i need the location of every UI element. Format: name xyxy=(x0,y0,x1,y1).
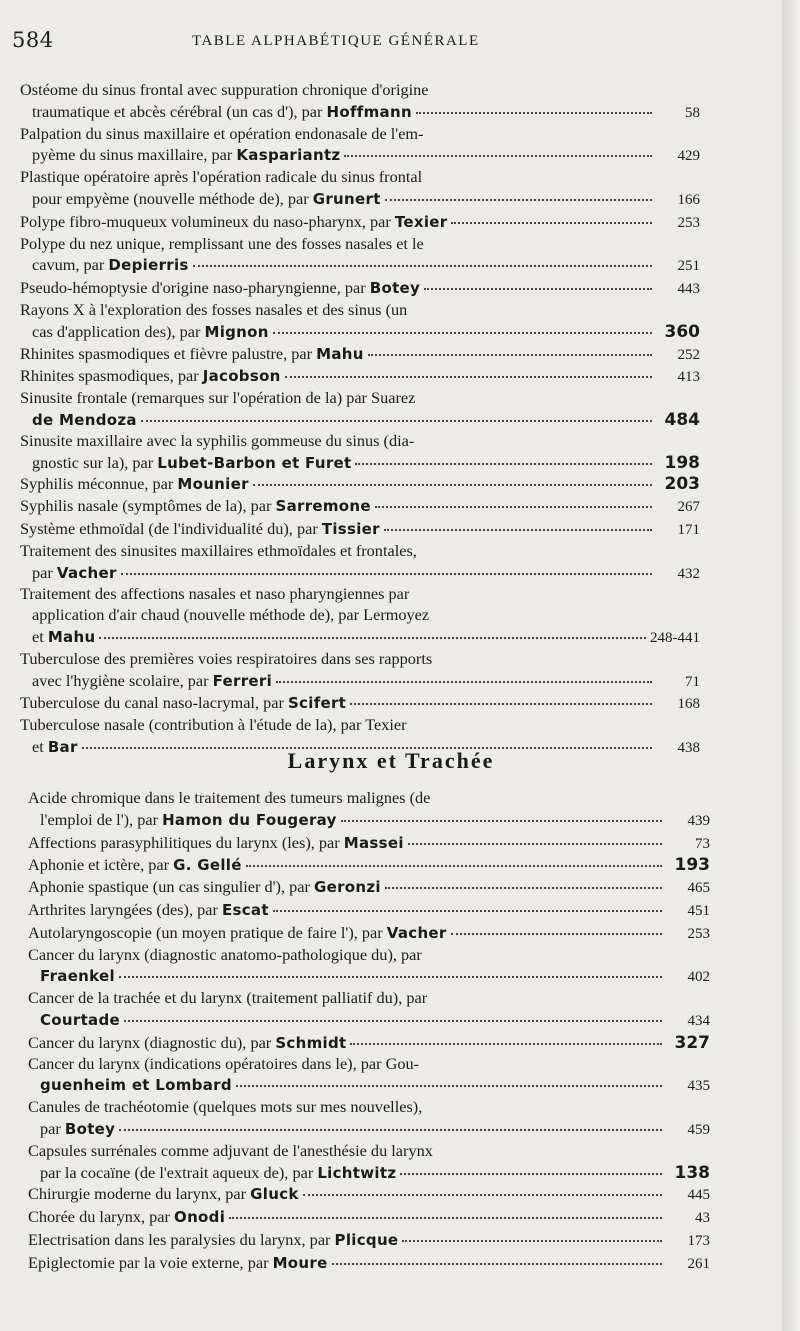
index-entry xyxy=(28,922,710,945)
entry-page-number: 413 xyxy=(677,369,700,386)
dot-leader xyxy=(350,1029,662,1045)
entry-page-number: 173 xyxy=(687,1232,710,1249)
entry-text: Chirurgie moderne du larynx, par xyxy=(28,1184,251,1204)
entry-text: et xyxy=(32,736,48,756)
entry-author: Massei xyxy=(343,833,404,852)
entry-text: cavum, par xyxy=(32,255,109,275)
entry-page-number: 267 xyxy=(677,499,700,516)
entry-page-number: 252 xyxy=(677,346,700,363)
entry-page-number: 451 xyxy=(687,902,710,919)
index-entry xyxy=(28,1141,710,1184)
dot-leader xyxy=(119,1115,662,1131)
entry-line xyxy=(20,692,700,715)
dot-leader xyxy=(124,1006,662,1022)
entry-line xyxy=(28,922,710,945)
entry-text: pyème du sinus maxillaire, par xyxy=(32,145,237,165)
entry-text: Canules de trachéotomie (quelques mots sur mes nouvelles), xyxy=(28,1097,423,1117)
dot-leader xyxy=(141,406,652,422)
entry-text: Pseudo-hémoptysie d'origine naso-pharyngienne, par xyxy=(20,278,370,298)
index-entry xyxy=(20,431,700,474)
entry-line xyxy=(20,277,700,300)
entry-text: Acide chromique dans le traitement des tumeurs malignes (de xyxy=(28,788,431,807)
entry-author: Fraenkel xyxy=(40,967,115,986)
index-entry xyxy=(28,788,710,832)
entry-author: Mignon xyxy=(204,322,269,341)
entry-author: guenheim et Lombard xyxy=(40,1076,232,1095)
entry-text: Rhinites spasmodiques et fièvre palustre, par xyxy=(20,343,317,363)
dot-leader xyxy=(384,515,652,531)
dot-leader xyxy=(82,733,652,749)
entry-text: et xyxy=(32,626,48,646)
entry-page-number: 248-441 xyxy=(650,629,700,646)
entry-text: Tuberculose des premières voies respiratoires dans ses rapports xyxy=(20,648,433,668)
index-entry xyxy=(20,388,700,431)
entry-page-number: 261 xyxy=(687,1255,710,1272)
entry-line xyxy=(20,144,700,167)
entry-page-number: 435 xyxy=(687,1078,710,1095)
dot-leader xyxy=(119,962,662,978)
dot-leader xyxy=(276,667,652,683)
entry-page-number: 465 xyxy=(687,880,710,897)
entry-page-number: 253 xyxy=(687,925,710,942)
index-entry xyxy=(28,1054,710,1098)
entry-author: Bar xyxy=(47,737,78,756)
entry-page-number: 439 xyxy=(687,812,710,829)
entry-author: Lichtwitz xyxy=(317,1163,397,1182)
entry-author: Depierris xyxy=(108,256,189,275)
entry-author: Escat xyxy=(221,900,269,919)
entry-author: Grunert xyxy=(312,189,381,208)
dot-leader xyxy=(332,1249,662,1265)
entry-author: Jacobson xyxy=(202,367,281,386)
entry-page-number: 166 xyxy=(677,191,700,208)
entry-author: Kaspariantz xyxy=(236,146,341,165)
entry-line xyxy=(28,965,710,988)
index-entry xyxy=(20,365,700,388)
entry-page-number: 429 xyxy=(677,148,700,165)
entry-line xyxy=(28,1252,710,1275)
index-entry xyxy=(28,1097,710,1141)
entry-page-number: 443 xyxy=(677,281,700,298)
dot-leader xyxy=(246,851,662,867)
entry-page-number: 484 xyxy=(664,409,700,430)
entry-author: Plicque xyxy=(334,1230,399,1249)
entry-line xyxy=(28,1118,710,1141)
entry-text: Tuberculose du canal naso-lacrymal, par xyxy=(20,693,288,713)
entry-text: Electrisation dans les paralysies du larynx, par xyxy=(28,1229,335,1249)
entry-line xyxy=(20,211,700,234)
page-header xyxy=(12,28,772,62)
entry-line xyxy=(20,562,700,585)
entry-author: Moure xyxy=(272,1253,328,1272)
entry-text: Plastique opératoire après l'opération radicale du sinus frontal xyxy=(20,167,423,187)
dot-leader xyxy=(424,274,652,290)
entry-text: Sinusite frontale (remarques sur l'opération de la) par Suarez xyxy=(20,388,416,408)
dot-leader xyxy=(344,141,652,157)
dot-leader xyxy=(385,873,662,889)
index-entry xyxy=(20,649,700,693)
entry-page-number: 402 xyxy=(687,969,710,986)
entry-author: Geronzi xyxy=(313,878,381,897)
entry-page-number: 58 xyxy=(685,104,700,121)
entry-author: Mahu xyxy=(316,344,364,363)
dot-leader xyxy=(303,1180,662,1196)
index-entry xyxy=(28,1252,710,1275)
entry-text: l'emploi de l'), par xyxy=(40,809,163,829)
entry-page-number: 438 xyxy=(677,739,700,756)
entry-text: Palpation du sinus maxillaire et opération endonasale de l'em- xyxy=(20,123,424,143)
entry-author: Botey xyxy=(64,1119,116,1138)
entry-line xyxy=(20,365,700,388)
entry-line xyxy=(28,1032,710,1054)
index-entry xyxy=(20,300,700,343)
entry-author: Hoffmann xyxy=(326,102,412,121)
entry-text: par xyxy=(32,562,57,582)
index-entry xyxy=(20,124,700,168)
entry-text: Traitement des sinusites maxillaires ethmoïdales et frontales, xyxy=(20,540,417,560)
entry-author: Gluck xyxy=(250,1185,299,1204)
entry-author: Vacher xyxy=(386,923,447,942)
entry-line xyxy=(20,518,700,541)
entry-text: Ostéome du sinus frontal avec suppuration chronique d'origine xyxy=(20,80,429,99)
entry-author: Lubet-Barbon et Furet xyxy=(157,453,352,472)
entry-text: Rayons X à l'exploration des fosses nasales et des sinus (un xyxy=(20,299,408,319)
entry-text: Polype du nez unique, remplissant une des fosses nasales et le xyxy=(20,233,424,253)
entry-page-number: 203 xyxy=(664,474,700,495)
dot-leader xyxy=(285,362,652,378)
entry-author: Hamon du Fougeray xyxy=(162,810,337,829)
entry-text: Autolaryngoscopie (un moyen pratique de faire l'), par xyxy=(28,922,387,942)
entry-page-number: 198 xyxy=(664,452,700,473)
entry-author: Mahu xyxy=(47,627,96,646)
entry-page-number: 251 xyxy=(677,258,700,275)
page-number: 584 xyxy=(12,28,54,52)
entry-text: Cancer du larynx (indications opératoires dans le), par Gou- xyxy=(28,1053,420,1073)
page-edge xyxy=(782,0,800,1331)
entry-author: Schmidt xyxy=(275,1033,347,1052)
dot-leader xyxy=(375,492,652,508)
entry-line xyxy=(20,626,700,649)
entry-page-number: 168 xyxy=(677,696,700,713)
entry-author: Tissier xyxy=(321,519,380,538)
dot-leader xyxy=(121,559,652,575)
dot-leader xyxy=(193,251,652,267)
dot-leader xyxy=(451,919,662,935)
entry-text: par xyxy=(40,1118,65,1138)
entry-line xyxy=(20,409,700,431)
entry-text: par la cocaïne (de l'extrait aqueux de), par xyxy=(40,1162,318,1182)
entry-author: Sarremone xyxy=(275,497,371,516)
entry-author: G. Gellé xyxy=(173,856,242,875)
entry-author: Texier xyxy=(394,212,448,231)
index-entry xyxy=(20,584,700,648)
entry-author: Vacher xyxy=(56,563,117,582)
entry-author: Courtade xyxy=(40,1010,120,1029)
entry-text: pour empyème (nouvelle méthode de), par xyxy=(32,188,313,208)
index-entry xyxy=(20,541,700,585)
index-entry xyxy=(20,211,700,234)
entry-page-number: 71 xyxy=(685,673,700,690)
dot-leader xyxy=(350,689,652,705)
dot-leader xyxy=(273,896,662,912)
index-entry xyxy=(28,988,710,1032)
dot-leader xyxy=(236,1071,662,1087)
entry-text: Epiglectomie par la voie externe, par xyxy=(28,1252,273,1272)
entry-text: cas d'application des), par xyxy=(32,321,205,341)
entry-text: Cancer du larynx (diagnostic anatomo-pathologique du), par xyxy=(28,944,422,964)
entry-page-number: 253 xyxy=(677,214,700,231)
entry-text: application d'air chaud (nouvelle méthode de), par Lermoyez xyxy=(32,605,430,625)
entry-page-number: 138 xyxy=(674,1162,710,1183)
index-entry xyxy=(20,277,700,300)
entry-text: Syphilis nasale (symptômes de la), par xyxy=(20,496,276,516)
dot-leader xyxy=(341,806,662,822)
entry-text: Affections parasyphilitiques du larynx (les), par xyxy=(28,832,344,852)
entry-author: Mounier xyxy=(177,475,249,494)
entry-page-number: 327 xyxy=(674,1032,710,1053)
entry-line xyxy=(28,1074,710,1097)
dot-leader xyxy=(229,1203,662,1219)
entry-text: Arthrites laryngées (des), par xyxy=(28,899,222,919)
index-entry xyxy=(20,518,700,541)
entry-page-number: 360 xyxy=(664,321,700,342)
entry-text: Polype fibro-muqueux volumineux du naso-pharynx, par xyxy=(20,211,395,231)
index-entry xyxy=(20,234,700,278)
entry-text: Cancer du larynx (diagnostic du), par xyxy=(28,1032,276,1052)
dot-leader xyxy=(385,185,652,201)
index-entry xyxy=(28,945,710,989)
entry-text: Capsules surrénales comme adjuvant de l'anesthésie du larynx xyxy=(28,1140,433,1160)
entry-page-number: 171 xyxy=(677,521,700,538)
entry-text: Tuberculose nasale (contribution à l'étude de la), par Texier xyxy=(20,715,407,735)
entry-text: traumatique et abcès cérébral (un cas d'), par xyxy=(32,101,327,121)
entry-line xyxy=(20,101,700,124)
dot-leader xyxy=(402,1226,662,1242)
entry-page-number: 434 xyxy=(687,1012,710,1029)
entry-text: avec l'hygiène scolaire, par xyxy=(32,670,213,690)
dot-leader xyxy=(355,449,652,465)
entry-text: Système ethmoïdal (de l'individualité du), par xyxy=(20,518,322,538)
entry-page-number: 459 xyxy=(687,1121,710,1138)
entry-page-number: 445 xyxy=(687,1187,710,1204)
entry-author: Scifert xyxy=(287,694,347,713)
dot-leader xyxy=(400,1159,662,1175)
index-entry xyxy=(20,80,700,124)
index-entry xyxy=(20,167,700,211)
entry-text: Aphonie spastique (un cas singulier d'), par xyxy=(28,877,314,897)
entry-page-number: 432 xyxy=(677,565,700,582)
entry-text: Traitement des affections nasales et naso pharyngiennes par xyxy=(20,584,410,604)
dot-leader xyxy=(253,470,652,486)
entry-text: Chorée du larynx, par xyxy=(28,1207,175,1227)
entry-text: Rhinites spasmodiques, par xyxy=(20,366,203,386)
entry-page-number: 43 xyxy=(695,1210,710,1227)
entry-page-number: 73 xyxy=(695,835,710,852)
dot-leader xyxy=(408,829,662,845)
dot-leader xyxy=(273,318,652,334)
entry-author: de Mendoza xyxy=(32,410,137,429)
entry-author: Onodi xyxy=(174,1208,226,1227)
dot-leader xyxy=(451,208,652,224)
dot-leader xyxy=(99,623,646,639)
entry-text: Syphilis méconnue, par xyxy=(20,474,178,494)
dot-leader xyxy=(416,98,652,114)
entry-text: Cancer de la trachée et du larynx (traitement palliatif du), par xyxy=(28,988,428,1008)
index-entry xyxy=(20,692,700,715)
entry-text: Aphonie et ictère, par xyxy=(28,855,174,875)
section-title: Larynx et Trachée xyxy=(287,748,495,773)
entry-line xyxy=(20,584,700,605)
entry-page-number: 193 xyxy=(674,855,710,876)
index-section-nasal xyxy=(20,80,700,759)
index-entry xyxy=(28,1032,710,1054)
index-section-larynx xyxy=(28,788,710,1275)
dot-leader xyxy=(368,340,652,356)
entry-author: Botey xyxy=(369,279,421,298)
running-title: TABLE ALPHABÉTIQUE GÉNÉRALE xyxy=(192,33,480,49)
entry-text: gnostic sur la), par xyxy=(32,452,158,472)
entry-text: Sinusite maxillaire avec la syphilis gommeuse du sinus (dia- xyxy=(20,430,415,450)
entry-author: Ferreri xyxy=(212,671,273,690)
